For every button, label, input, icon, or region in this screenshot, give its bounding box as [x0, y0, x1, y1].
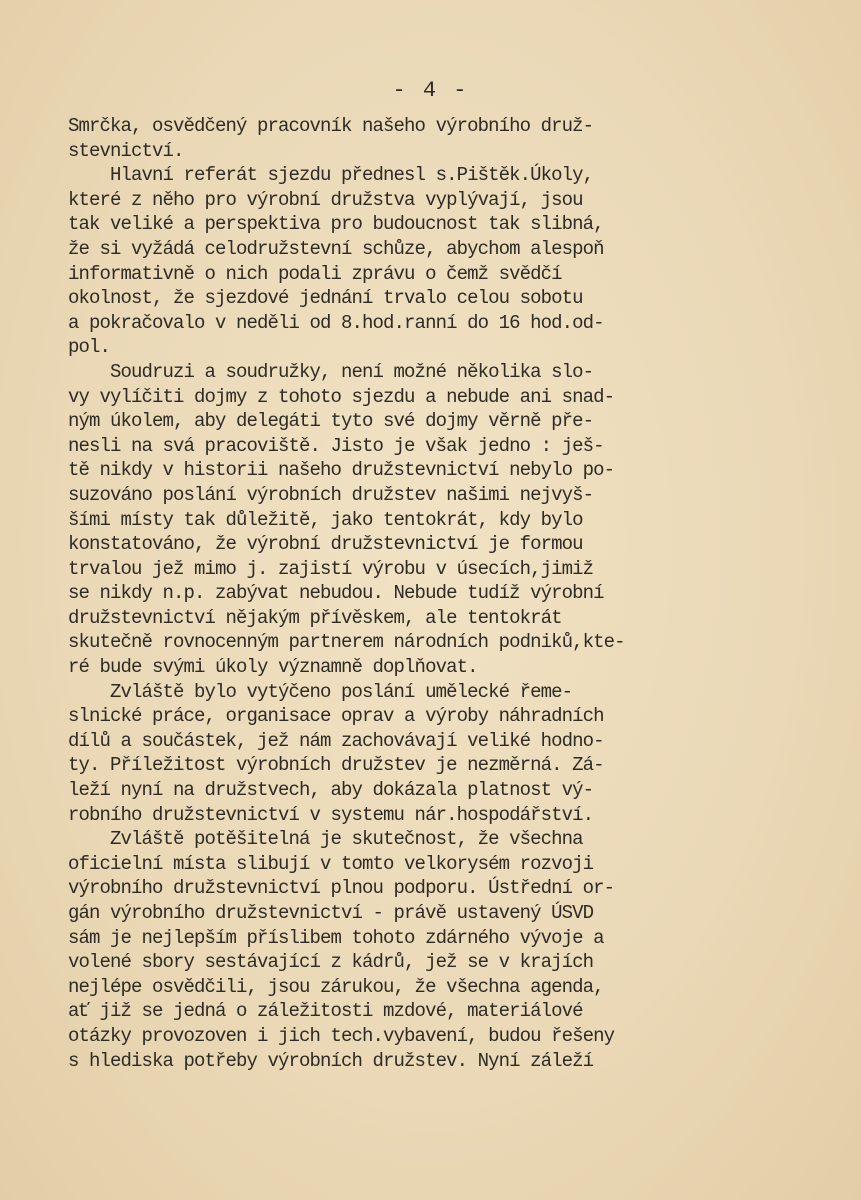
text-line: se nikdy n.p. zabývat nebudou. Nebude tudíž výrobní [68, 582, 604, 605]
body-text [68, 114, 808, 1073]
text-line: oficielní místa slibují v tomto velkorysém rozvoji [68, 852, 594, 875]
text-line: vy vylíčiti dojmy z tohoto sjezdu a nebude ani snad- [68, 385, 615, 408]
text-line: gán výrobního družstevnictví - právě ustavený ÚSVD [68, 902, 594, 924]
text-line: stevnictví. [68, 139, 184, 162]
text-line: že si vyžádá celodružstevní schůze, abychom alespoň [68, 237, 604, 260]
text-line: trvalou jež mimo j. zajistí výrobu v úsecích,jimiž [68, 557, 594, 580]
text-line: robního družstevnictví v systemu nár.hospodářství. [68, 803, 594, 826]
text-line: tak veliké a perspektiva pro budoucnost tak slibná, [68, 213, 604, 236]
text-line: ty. Příležitost výrobních družstev je nezměrná. Zá- [68, 754, 604, 777]
text-line: ať již se jedná o záležitosti mzdové, materiálové [68, 1000, 583, 1023]
page-number: - 4 - [392, 78, 469, 103]
text-line: a pokračovalo v neděli od 8.hod.ranní do 16 hod.od- [68, 311, 604, 334]
text-line: Zvláště bylo vytýčeno poslání umělecké řeme- [68, 680, 573, 703]
text-line: Smrčka, osvědčený pracovník našeho výrobního druž- [68, 115, 594, 137]
text-line: skutečně rovnocenným partnerem národních podniků,kte- [68, 631, 625, 654]
text-line: sám je nejlepším příslibem tohoto zdárného vývoje a [68, 926, 604, 949]
text-line: Zvláště potěšitelná je skutečnost, že všechna [68, 828, 583, 851]
text-line: Soudruzi a soudružky, není možné několika slo- [68, 360, 594, 383]
text-line: které z něho pro výrobní družstva vyplývají, jsou [68, 188, 583, 211]
text-line: s hlediska potřeby výrobních družstev. Nyní záleží [68, 1049, 594, 1072]
text-line: otázky provozoven i jich tech.vybavení, budou řešeny [68, 1024, 615, 1047]
text-line: suzováno poslání výrobních družstev našimi nejvyš- [68, 483, 594, 506]
text-line: leží nyní na družstvech, aby dokázala platnost vý- [68, 779, 594, 802]
text-line: nesli na svá pracoviště. Jisto je však jedno : ješ- [68, 434, 604, 457]
text-line: pol. [68, 336, 111, 359]
text-line: slnické práce, organisace oprav a výroby náhradních [68, 705, 604, 728]
text-line: šími místy tak důležitě, jako tentokrát, kdy bylo [68, 508, 583, 531]
text-line: výrobního družstevnictví plnou podporu. Ústřední or- [68, 877, 615, 900]
text-line: Hlavní referát sjezdu přednesl s.Pištěk.Úkoly, [68, 164, 594, 187]
text-line: tě nikdy v historii našeho družstevnictví nebylo po- [68, 459, 615, 482]
text-line: ré bude svými úkoly významně doplňovat. [68, 656, 478, 679]
text-line: konstatováno, že výrobní družstevnictví je formou [68, 533, 583, 556]
text-line: okolnost, že sjezdové jednání trvalo celou sobotu [68, 287, 583, 310]
text-line: nejlépe osvědčili, jsou zárukou, že všechna agenda, [68, 975, 604, 998]
text-line: dílů a součástek, jež nám zachovávají veliké hodno- [68, 729, 604, 752]
text-line: volené sbory sestávající z kádrů, jež se v krajích [68, 951, 594, 974]
text-line: informativně o nich podali zprávu o čemž svědčí [68, 262, 562, 285]
text-line: ným úkolem, aby delegáti tyto své dojmy věrně pře- [68, 410, 594, 433]
text-line: družstevnictví nějakým přívěskem, ale tentokrát [68, 606, 562, 629]
